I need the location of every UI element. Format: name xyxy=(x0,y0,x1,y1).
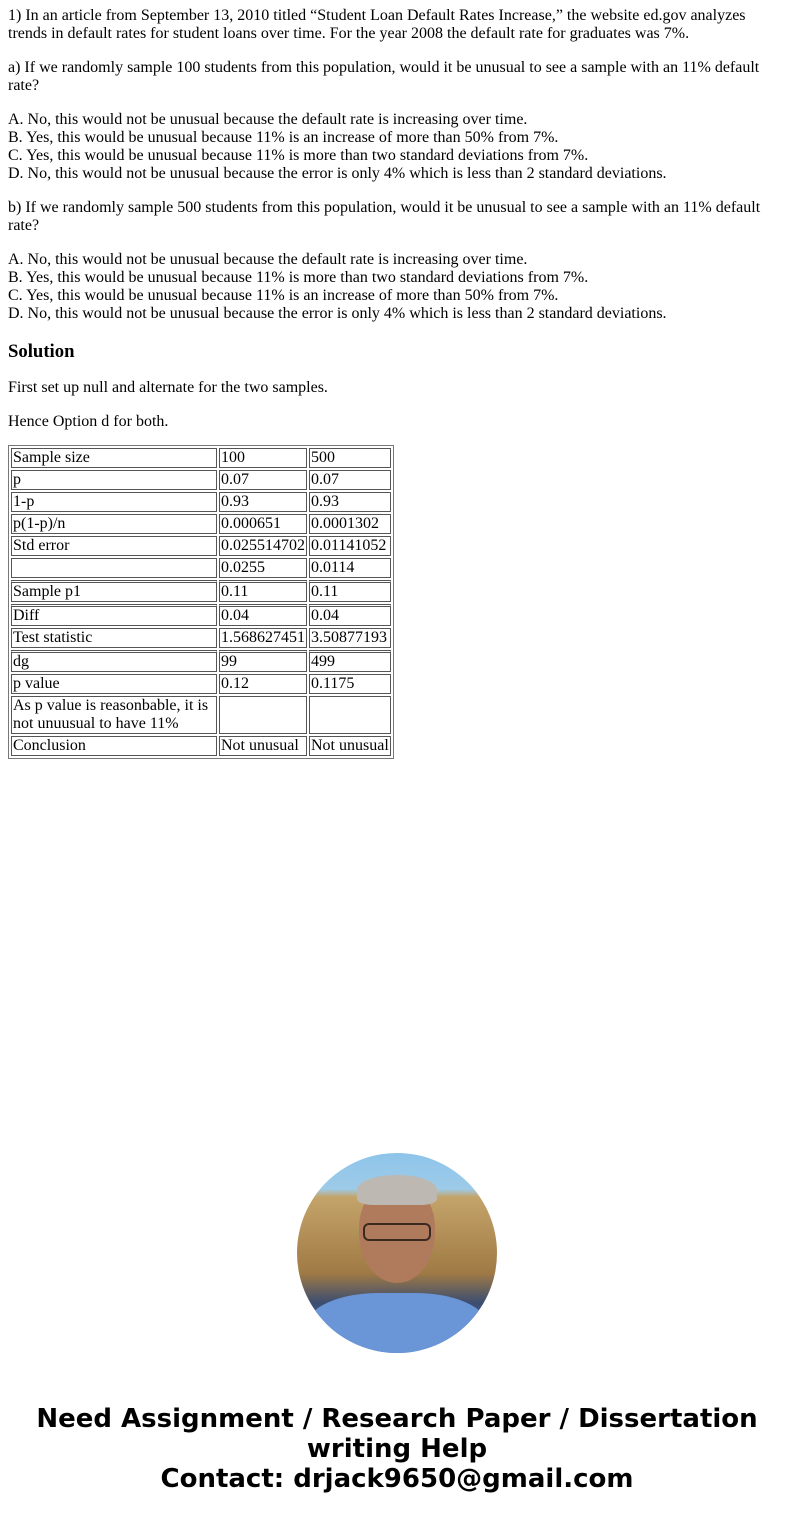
table-row xyxy=(11,736,391,756)
photo-glasses xyxy=(363,1223,431,1241)
row-label: Conclusion xyxy=(11,736,217,756)
solution-table xyxy=(8,445,394,759)
cell-value: 0.1175 xyxy=(309,674,391,694)
table-row xyxy=(11,580,391,602)
cell-value: 0.07 xyxy=(219,470,307,490)
option-a-B: B. Yes, this would be unusual because 11% is an increase of more than 50% from 7%. xyxy=(8,129,559,146)
table-row xyxy=(11,696,391,734)
option-b-A: A. No, this would not be unusual because the default rate is increasing over time. xyxy=(8,251,528,268)
cell-value: 0.0114 xyxy=(309,558,391,578)
table-row xyxy=(11,448,391,468)
row-label: Std error xyxy=(11,536,217,556)
cell-value: 99 xyxy=(219,650,307,672)
option-a-C: C. Yes, this would be unusual because 11% is more than two standard deviations from 7%. xyxy=(8,147,589,164)
cell-value: 500 xyxy=(309,448,391,468)
question-a: a) If we randomly sample 100 students from this population, would it be unusual to see a sample with an 11% default rate? xyxy=(8,59,760,94)
row-label: Sample p1 xyxy=(11,580,217,602)
row-label: 1-p xyxy=(11,492,217,512)
table-row xyxy=(11,628,391,648)
table-row xyxy=(11,604,391,626)
solution-heading: Solution xyxy=(8,341,75,362)
cell-value: 0.93 xyxy=(309,492,391,512)
cell-value: 0.93 xyxy=(219,492,307,512)
intro-text: 1) In an article from September 13, 2010 titled “Student Loan Default Rates Increase,” the website ed.gov analyzes trends in default rates for student loans over time. For the year 2008 the default rate for graduates was 7%. xyxy=(8,7,746,42)
cell-value: 0.0255 xyxy=(219,558,307,578)
cell-value: 0.11 xyxy=(219,580,307,602)
table-row xyxy=(11,536,391,556)
option-a-D: D. No, this would not be unusual because the error is only 4% which is less than 2 standard deviations. xyxy=(8,165,667,182)
option-a-A: A. No, this would not be unusual because the default rate is increasing over time. xyxy=(8,111,528,128)
banner-line-2: writing Help xyxy=(306,1434,488,1464)
cell-value: Not unusual xyxy=(219,736,307,756)
cell-value xyxy=(309,696,391,734)
photo-shirt xyxy=(307,1293,487,1353)
document-body xyxy=(8,0,778,759)
row-label: p value xyxy=(11,674,217,694)
option-b-B: B. Yes, this would be unusual because 11% is more than two standard deviations from 7%. xyxy=(8,269,589,286)
banner-line-3: Contact: drjack9650@gmail.com xyxy=(160,1464,634,1494)
row-label: Test statistic xyxy=(11,628,217,648)
cell-value: 0.07 xyxy=(309,470,391,490)
table-row xyxy=(11,514,391,534)
cell-value: 499 xyxy=(309,650,391,672)
row-label xyxy=(11,558,217,578)
cell-value: 0.025514702 xyxy=(221,537,305,554)
solution-line-1: First set up null and alternate for the two samples. xyxy=(8,379,328,396)
table-row xyxy=(11,674,391,694)
table-row xyxy=(11,470,391,490)
solution-line-2: Hence Option d for both. xyxy=(8,413,169,430)
cell-value: Not unusual xyxy=(311,737,389,754)
cell-value: 100 xyxy=(219,448,307,468)
cell-value: 0.11 xyxy=(309,580,391,602)
option-b-D: D. No, this would not be unusual because the error is only 4% which is less than 2 standard deviations. xyxy=(8,305,667,322)
row-label: As p value is reasonbable, it is not unuusual to have 11% xyxy=(11,696,217,734)
question-b: b) If we randomly sample 500 students from this population, would it be unusual to see a sample with an 11% default rate? xyxy=(8,199,761,234)
cell-value: 0.000651 xyxy=(219,514,307,534)
cell-value: 3.50877193 xyxy=(309,628,391,648)
cell-value: 0.04 xyxy=(219,604,307,626)
author-photo xyxy=(297,1153,497,1353)
cell-value: 0.0001302 xyxy=(309,514,391,534)
photo-hair xyxy=(357,1175,437,1205)
contact-banner xyxy=(0,1404,794,1494)
table-row xyxy=(11,650,391,672)
table-row xyxy=(11,492,391,512)
row-label: p xyxy=(11,470,217,490)
option-b-C: C. Yes, this would be unusual because 11% is an increase of more than 50% from 7%. xyxy=(8,287,559,304)
row-label: Sample size xyxy=(11,448,217,468)
options-a xyxy=(8,111,778,183)
row-label: Diff xyxy=(11,604,217,626)
row-label: p(1-p)/n xyxy=(11,514,217,534)
cell-value: 0.01141052 xyxy=(309,536,391,556)
cell-value: 0.04 xyxy=(309,604,391,626)
row-label: dg xyxy=(11,650,217,672)
banner-line-1: Need Assignment / Research Paper / Dissertation xyxy=(36,1404,758,1434)
table-row xyxy=(11,558,391,578)
cell-value: 0.12 xyxy=(219,674,307,694)
options-b xyxy=(8,251,778,323)
cell-value xyxy=(219,696,307,734)
cell-value: 1.568627451 xyxy=(221,629,305,646)
